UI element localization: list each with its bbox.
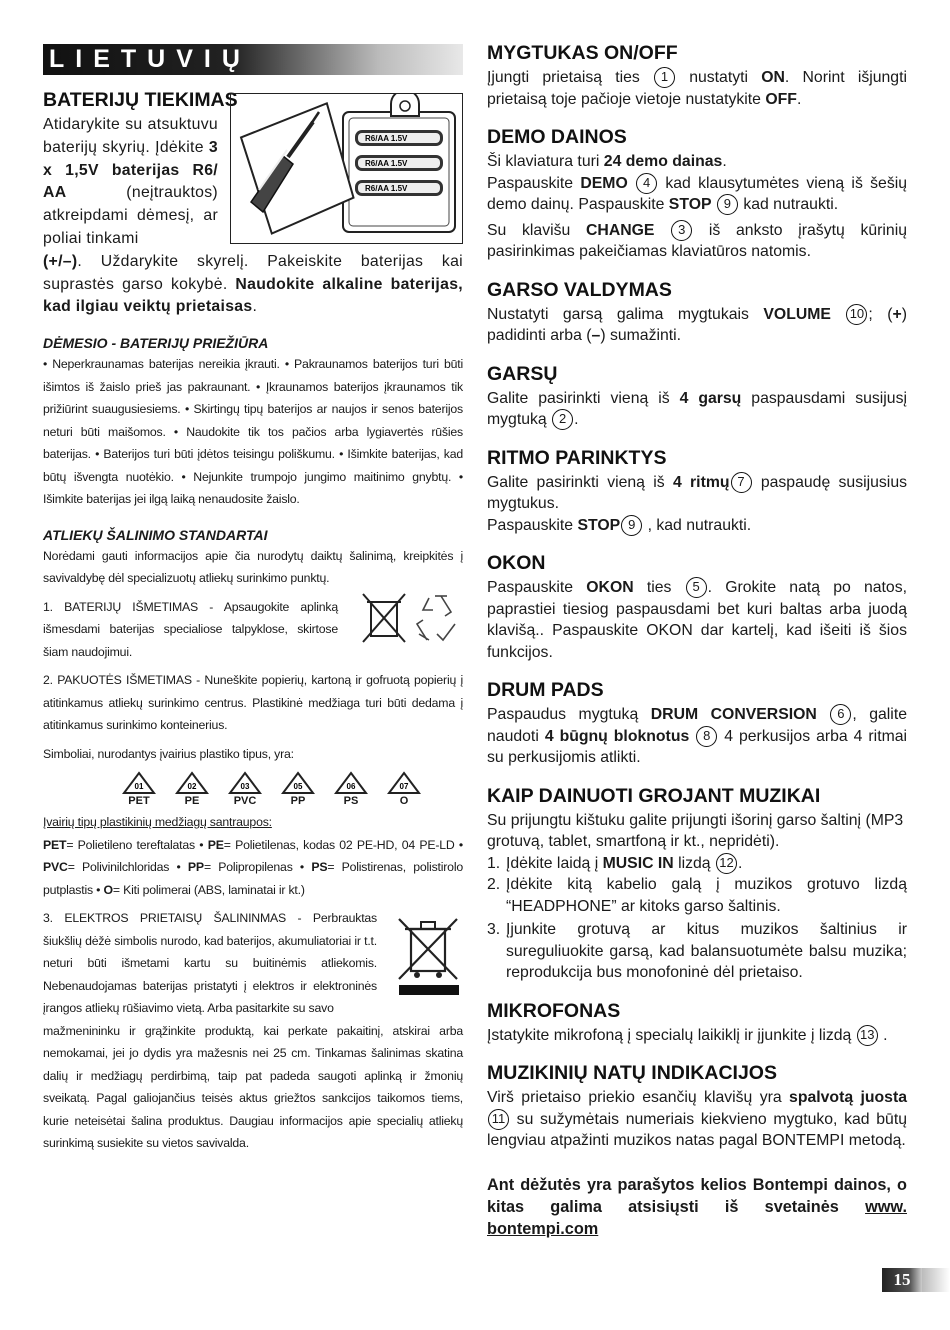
text: Įjungti prietaisą ties [487, 69, 640, 86]
number-badge: 11 [488, 1109, 509, 1130]
list-number: 1. [487, 854, 501, 872]
recycle-triangle-icon [281, 771, 315, 795]
disposal-item-1: 1. BATERIJŲ IŠMETIMAS - Apsaugokite aplinką išmesdami baterijas specialiose talpyklose, skirtose šiam naudojimui. [43, 599, 338, 659]
left-column [43, 44, 463, 1155]
plastic-code-num: 05 [293, 782, 303, 792]
text: . [883, 1026, 888, 1044]
battery-text-wide [43, 251, 463, 319]
plastic-code-num: 07 [399, 782, 409, 792]
keyword: – [591, 327, 601, 344]
text: ties [646, 579, 672, 596]
plastic-code-label: PE [184, 795, 200, 808]
plastic-code-item [227, 771, 263, 807]
keyword: 4 būgnų bloknotus [544, 727, 690, 745]
recycle-triangle-icon [334, 771, 368, 795]
weee-crossed-bin-icon [395, 915, 463, 997]
sounds-title: GARSŲ [487, 362, 558, 385]
rhythm-text [487, 472, 907, 537]
plastic-code-label: O [399, 795, 409, 808]
text: 4 perkusijos arba 4 ritmai su perkusijomis atlikti. [487, 727, 908, 766]
battery-close: . Uždarykite skyrelį. Pakeiskite baterijas kai suprastės garso kokybė. [43, 252, 463, 293]
abbr-value: = Polietilenas, kodas 02 PE-HD, 04 PE-LD • [223, 837, 463, 852]
keyword: DRUM CONVERSION [650, 706, 817, 723]
list-item [487, 874, 907, 917]
plastic-code-label: PS [343, 795, 359, 808]
website-link[interactable]: www. bontempi.com [487, 1197, 907, 1238]
text: ) sumažinti. [600, 327, 682, 344]
number-badge: 7 [731, 472, 752, 493]
list-number: 2. [487, 876, 501, 893]
language-banner: LIETUVIŲ [43, 44, 463, 75]
abbr-value: = Polipropilenas • [203, 860, 312, 875]
abbreviations-text [43, 834, 463, 902]
drums-text [487, 704, 907, 769]
text: Ši klaviatura turi [487, 153, 600, 170]
demo-text [487, 151, 907, 216]
battery-spec: 3 x 1,5V baterijas R6/ AA [43, 138, 218, 202]
disposal-item-3b: mažmenininku ir grąžinkite produktą, kai perkate pakaitinį, atskirai arba nemokamai, jei jo dydis yra mažesnis nei 25 cm. Tinkamas šalinimas skatina dalių ir medžiagų perdirbimą, taip pat padeda saugoti aplinką ir žmonių sveikatą. Pagal galiojančius teisės aktus griežtos sankcijos taikomos tiems, kurie neteisėtai šalina produktus. Daugiau informacijos apie specialių atliekų surinkimą susiekite su vietos savivalda. [43, 1023, 463, 1151]
number-badge: 1 [654, 67, 675, 88]
text: kad nutraukti. [743, 196, 839, 213]
text: Paspaudus mygtuką [487, 706, 639, 723]
plastic-code-item [121, 771, 157, 807]
abbr-key: PET [43, 837, 67, 852]
text: Galite pasirinkti vieną iš [487, 389, 670, 407]
battery-intro-2: (neįtrauktos) atkreipdami dėmesį, ar poliai tinkami [43, 184, 218, 247]
plastic-code-item [174, 771, 210, 807]
cell-3-label: R6/AA 1.5V [365, 184, 408, 193]
list-number: 3. [487, 921, 501, 938]
okon-title: OKON [487, 552, 546, 574]
text: Įjunkite grotuvą ar kitus muzikos šaltinius ir sureguliuokite garsą, kad balansuotumėte balsu muzika; reprodukcija bus monofoninė dėl prietaiso. [506, 921, 907, 981]
text: Nustatyti garsą galima mygtukais [487, 305, 749, 323]
text: Įstatykite mikrofoną į specialų laikiklį ir įjunkite į lizdą [487, 1026, 852, 1044]
text: kad klausytumėtes vieną iš šešių demo dainų. Paspauskite [487, 174, 908, 213]
battery-compartment-illustration [230, 93, 463, 244]
polarity: (+/–) [43, 252, 78, 270]
abbr-key: PVC [43, 860, 68, 875]
battery-disposal-block [43, 596, 463, 664]
text: Ant dėžutės yra parašytos kelios Bontempi dainos, o kitas galima atsisiųsti iš svetainės [487, 1175, 907, 1216]
plastic-code-num: 02 [187, 782, 197, 792]
cell-1-label: R6/AA 1.5V [365, 134, 408, 143]
text: , kad nutraukti. [647, 516, 752, 534]
onoff-title: MYGTUKAS ON/OFF [487, 42, 678, 64]
number-badge: 12 [716, 853, 737, 874]
number-badge: 8 [696, 726, 717, 747]
disposal-item-2: 2. PAKUOTĖS IŠMETIMAS - Nuneškite popierių, kartoną ir gofruotą popierių į atitinkamus atliekų surinkimo centrus. Plastikinė medžiaga turi būti dedama į atitinkamus surinkimo konteinerius. [43, 673, 463, 733]
sounds-text [487, 388, 907, 431]
rhythm-title: RITMO PARINKTYS [487, 446, 667, 469]
text: . [722, 153, 727, 170]
text: . Grokite natą po natos, paprastiei tiesiog paspausdami bet kuri baltas arba juodą klavišą.. Paspauskite OKON dar kartelį, kad išeiti iš šios funkcijos. [487, 579, 908, 661]
text: ; ( [868, 305, 893, 323]
text: Paspauskite [487, 516, 574, 534]
page-number: 15 [882, 1268, 922, 1292]
text: lizdą [678, 854, 711, 872]
text: paspaudę susijusius mygtukus. [487, 473, 907, 512]
keyword: CHANGE [586, 221, 655, 239]
demo-title: DEMO DAINOS [487, 126, 627, 148]
text: ) padidinti arba ( [487, 305, 908, 344]
footer-note [487, 1174, 907, 1240]
number-badge: 13 [857, 1025, 878, 1046]
plastic-code-label: PP [290, 795, 306, 808]
abbr-key: PS [311, 860, 328, 875]
keyword: STOP [668, 196, 712, 213]
keyword: 4 ritmų [672, 473, 730, 491]
number-badge: 3 [671, 220, 692, 241]
text: Virš prietaiso priekio esančių klavišų yra [487, 1089, 782, 1106]
crossed-bin-and-recycle-icon [361, 590, 463, 648]
keyword: MUSIC IN [602, 854, 674, 872]
notes-title: MUZIKINIŲ NATŲ INDIKACIJOS [487, 1062, 777, 1084]
onoff-text [487, 67, 907, 110]
number-badge: 6 [830, 704, 851, 725]
keyword: + [892, 305, 902, 323]
drums-title: DRUM PADS [487, 679, 604, 701]
keyword: OKON [586, 579, 634, 596]
abbr-value: = Polivinilchloridas • [67, 860, 188, 875]
period: . [252, 298, 258, 316]
sing-steps [487, 853, 907, 984]
disposal-title: ATLIEKŲ ŠALINIMO STANDARTAI [43, 526, 268, 543]
number-badge: 9 [717, 194, 738, 215]
list-item [487, 919, 907, 984]
text: iš anksto įrašytų kūrinių pasirinkimas pakeičiamas klaviatūros natomis. [487, 221, 907, 260]
plastic-code-item [386, 771, 422, 807]
plastic-code-item [333, 771, 369, 807]
keyword: ON [761, 69, 785, 86]
cell-2-label: R6/AA 1.5V [365, 159, 408, 168]
disposal-intro: Norėdami gauti informacijos apie čia nurodytų daiktų šalinimą, kreipkitės į savivaldybę dėl specializuotų atliekų surinkimo punktų. [43, 548, 463, 586]
text: Galite pasirinkti vieną iš [487, 473, 665, 491]
battery-text-narrow [43, 114, 218, 251]
volume-title: GARSO VALDYMAS [487, 278, 672, 301]
right-column [487, 42, 907, 1240]
text: . [737, 854, 743, 872]
keyword: VOLUME [763, 305, 831, 323]
text: paspausdami susijusį mygtuką [487, 389, 908, 428]
number-badge: 9 [621, 515, 642, 536]
text: , galite naudoti [487, 706, 907, 745]
text: su sužymėtais numeriais kiekvieno mygtuko, kad būtų lengviau atpažinti muzikos natas pagal BONTEMPI metodą. [487, 1110, 907, 1149]
number-badge: 5 [686, 577, 707, 598]
recycle-triangle-icon [387, 771, 421, 795]
text: nustatyti [689, 69, 749, 86]
text: . [574, 411, 579, 428]
keyword: 24 demo dainas [603, 153, 723, 170]
keyword: STOP [577, 516, 621, 534]
okon-text [487, 577, 907, 663]
number-badge: 4 [636, 173, 657, 194]
sing-intro: Su prijungtu kištuku galite prijungti išorinį garso šaltinį (MP3 grotuvą, tablet, smartfoną ir kt., nepridėti). [487, 811, 904, 850]
page-number-fade [922, 1268, 950, 1292]
abbreviations-title: Įvairių tipų plastikinių medžiagų santraupos: [43, 815, 272, 830]
keyword: DEMO [580, 174, 628, 192]
text: Įdėkite laidą į [506, 854, 599, 872]
battery-alkaline: Naudokite alkaline baterijas, kad ilgiau veiktų prietaisas [43, 275, 463, 316]
volume-text [487, 304, 907, 347]
abbr-key: PE [207, 837, 224, 852]
notes-text [487, 1087, 907, 1152]
number-badge: 10 [846, 304, 867, 325]
text: Įdėkite kitą kabelio galą į muzikos grotuvo lizdą “HEADPHONE” ar kitoks garso šaltinis. [506, 876, 907, 915]
plastic-code-num: 01 [134, 782, 144, 792]
battery-intro: Atidarykite su atsuktuvu baterijų skyrių. Įdėkite [43, 116, 218, 156]
list-item [487, 853, 907, 875]
demo-change-text [487, 220, 907, 263]
abbr-key: PP [187, 860, 204, 875]
mic-text [487, 1025, 907, 1047]
text: Paspauskite [487, 579, 574, 596]
recycle-triangle-icon [228, 771, 262, 795]
plastic-codes-row [121, 771, 463, 807]
weee-block [43, 907, 463, 1020]
sing-title: KAIP DAINUOTI GROJANT MUZIKAI [487, 784, 821, 807]
care-text: • Neperkraunamas baterijas nereikia įkrauti. • Pakraunamos baterijos turi būti išimtos iš žaislo prieš jas pakraunant. • Įkraunamos baterijos įkraunamos tik prižiūrint suaugusiesiems. • Skirtingų tipų baterijos ar naujos ir senos baterijos neturi būti maišomos. • Naudokite tik tos pačios arba lygiavertės rūšies baterijas. • Baterijos turi būti įdėtos teisingu poliškumu. • Išimkite baterijas, kad būtų išvengta nuotėkio. • Nejunkite trumpojo jungimo maitinimo gnybtų. • Išimkite baterijas jei ilgą laiką nenaudosite žaislo. [43, 357, 463, 507]
mic-title: MIKROFONAS [487, 999, 621, 1022]
text: . [796, 90, 802, 108]
abbr-value: = Polistirenas, polistirolo putplastis • [43, 860, 463, 897]
recycle-triangle-icon [122, 771, 156, 795]
abbr-value: = Kiti polimerai (ABS, laminatai ir kt.) [112, 882, 305, 897]
plastic-code-label: PVC [233, 795, 257, 808]
plastic-code-num: 06 [346, 782, 356, 792]
keyword: spalvotą juosta [789, 1089, 908, 1106]
plastic-code-label: PET [128, 795, 150, 808]
keyword: OFF [765, 90, 797, 108]
battery-title: BATERIJŲ TIEKIMAS [43, 89, 238, 111]
plastic-intro: Simboliai, nurodantys įvairius plastiko tipus, yra: [43, 746, 294, 761]
number-badge: 2 [552, 409, 573, 430]
text: . Norint išjungti prietaisą toje pačioje vietoje nustatykite [487, 69, 907, 108]
care-title: DĖMESIO - BATERIJŲ PRIEŽIŪRA [43, 335, 269, 352]
plastic-code-item [280, 771, 316, 807]
abbr-value: = Polietileno tereftalatas • [66, 837, 208, 852]
text: Paspauskite [487, 174, 574, 192]
battery-compartment-icon [231, 94, 462, 243]
recycle-triangle-icon [175, 771, 209, 795]
text: Su klavišu [487, 221, 571, 239]
abbr-key: O [103, 882, 113, 897]
keyword: 4 garsų [679, 389, 742, 407]
disposal-item-3a: 3. ELEKTROS PRIETAISŲ ŠALININMAS - Perbrauktas šiukšlių dėžė simbolis nurodo, kad baterijos, akumuliatoriai ir t.t. neturi būti išmetami kartu su buitinėmis atliekomis. Nebenaudojamas baterijas pristatyti į elektros ir elektroninės įrangos atliekų rūšiavimo vietą. Arba pasitarkite su savo [43, 911, 377, 1016]
plastic-code-num: 03 [240, 782, 250, 792]
